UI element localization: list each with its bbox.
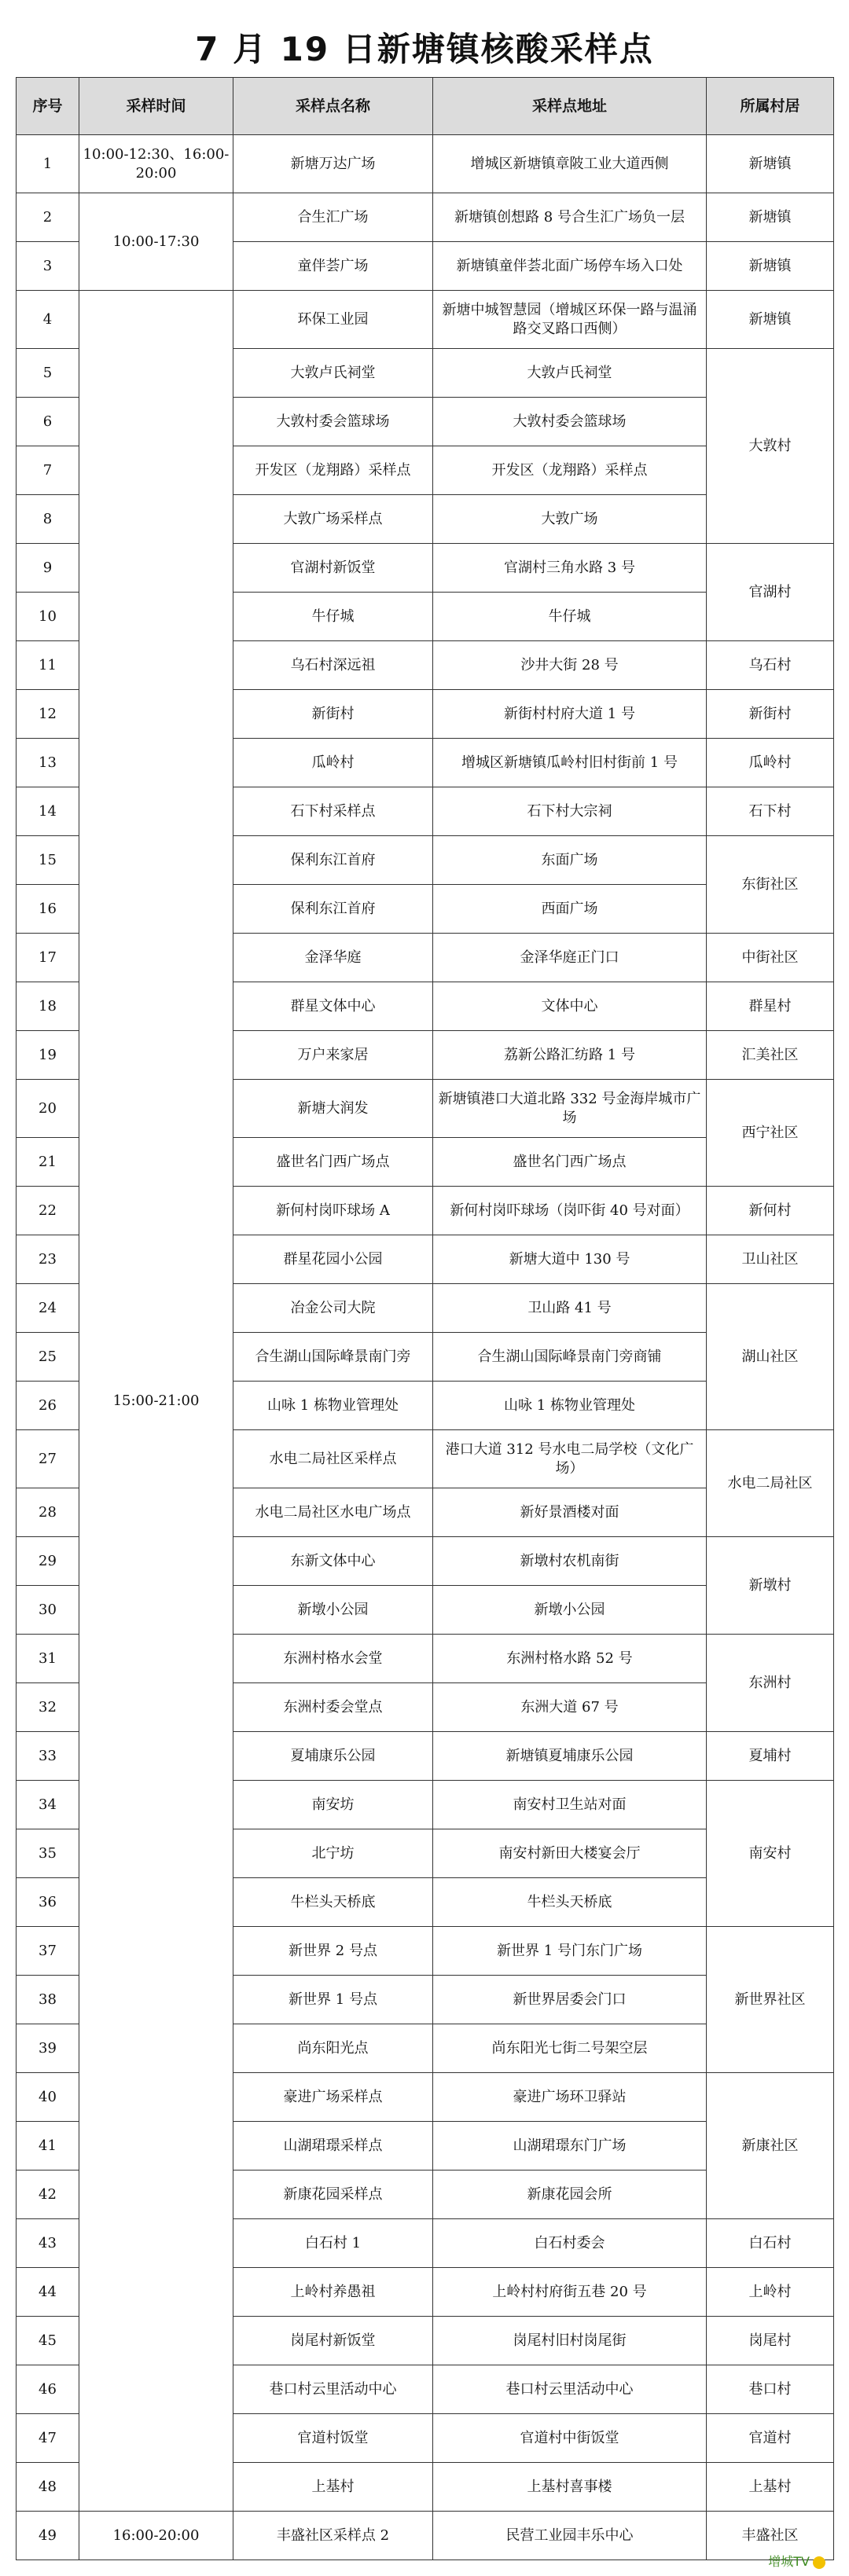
row-number: 22 [17, 1187, 79, 1235]
village-name: 新塘镇 [707, 291, 834, 349]
row-number: 4 [17, 291, 79, 349]
village-name: 新塘镇 [707, 242, 834, 291]
village-name: 南安村 [707, 1781, 834, 1927]
site-name: 新世界 1 号点 [233, 1976, 433, 2024]
site-name: 北宁坊 [233, 1829, 433, 1878]
sampling-time: 10:00-12:30、16:00-20:00 [79, 135, 233, 193]
village-name: 新塘镇 [707, 135, 834, 193]
site-address: 新何村岗吓球场（岗吓街 40 号对面） [433, 1187, 707, 1235]
site-name: 保利东江首府 [233, 836, 433, 885]
village-name: 新街村 [707, 690, 834, 739]
village-name: 巷口村 [707, 2365, 834, 2414]
row-number: 47 [17, 2414, 79, 2463]
row-number: 17 [17, 934, 79, 982]
sampling-table [16, 77, 834, 2560]
row-number: 49 [17, 2512, 79, 2560]
site-name: 南安坊 [233, 1781, 433, 1829]
table-header-row [17, 78, 834, 135]
site-name: 新康花园采样点 [233, 2171, 433, 2219]
village-name: 丰盛社区 [707, 2512, 834, 2560]
site-address: 荔新公路汇纺路 1 号 [433, 1031, 707, 1080]
site-address: 东面广场 [433, 836, 707, 885]
site-address: 沙井大街 28 号 [433, 641, 707, 690]
village-name: 石下村 [707, 787, 834, 836]
village-name: 官道村 [707, 2414, 834, 2463]
row-number: 3 [17, 242, 79, 291]
site-address: 盛世名门西广场点 [433, 1138, 707, 1187]
site-address: 上岭村村府街五巷 20 号 [433, 2268, 707, 2317]
village-name: 新何村 [707, 1187, 834, 1235]
site-address: 山咏 1 栋物业管理处 [433, 1382, 707, 1430]
row-number: 16 [17, 885, 79, 934]
village-name: 中街社区 [707, 934, 834, 982]
site-name: 乌石村深远祖 [233, 641, 433, 690]
site-name: 新塘大润发 [233, 1080, 433, 1138]
row-number: 1 [17, 135, 79, 193]
site-address: 开发区（龙翔路）采样点 [433, 446, 707, 495]
site-name: 群星文体中心 [233, 982, 433, 1031]
site-name: 环保工业园 [233, 291, 433, 349]
site-address: 合生湖山国际峰景南门旁商铺 [433, 1333, 707, 1382]
site-name: 东洲村格水会堂 [233, 1635, 433, 1683]
header-village: 所属村居 [707, 78, 834, 135]
row-number: 20 [17, 1080, 79, 1138]
village-name: 水电二局社区 [707, 1430, 834, 1537]
site-address: 新塘镇夏埔康乐公园 [433, 1732, 707, 1781]
row-number: 13 [17, 739, 79, 787]
site-name: 白石村 1 [233, 2219, 433, 2268]
row-number: 30 [17, 1586, 79, 1635]
site-name: 石下村采样点 [233, 787, 433, 836]
row-number: 5 [17, 349, 79, 398]
site-name: 东新文体中心 [233, 1537, 433, 1586]
row-number: 10 [17, 593, 79, 641]
site-address: 港口大道 312 号水电二局学校（文化广场） [433, 1430, 707, 1488]
site-address: 尚东阳光七街二号架空层 [433, 2024, 707, 2073]
site-address: 官道村中街饭堂 [433, 2414, 707, 2463]
site-address: 新塘镇童伴荟北面广场停车场入口处 [433, 242, 707, 291]
site-name: 官道村饭堂 [233, 2414, 433, 2463]
site-address: 新塘大道中 130 号 [433, 1235, 707, 1284]
site-name: 新何村岗吓球场 A [233, 1187, 433, 1235]
village-name: 汇美社区 [707, 1031, 834, 1080]
watermark: 增城TV [768, 2552, 825, 2570]
sampling-time: 15:00-21:00 [79, 291, 233, 2512]
site-address: 上基村喜事楼 [433, 2463, 707, 2512]
row-number: 11 [17, 641, 79, 690]
site-address: 南安村新田大楼宴会厅 [433, 1829, 707, 1878]
site-address: 东洲大道 67 号 [433, 1683, 707, 1732]
site-name: 尚东阳光点 [233, 2024, 433, 2073]
row-number: 34 [17, 1781, 79, 1829]
site-address: 西面广场 [433, 885, 707, 934]
row-number: 15 [17, 836, 79, 885]
site-name: 水电二局社区水电广场点 [233, 1488, 433, 1537]
site-address: 新墩小公园 [433, 1586, 707, 1635]
sampling-time: 16:00-20:00 [79, 2512, 233, 2560]
site-name: 新世界 2 号点 [233, 1927, 433, 1976]
site-address: 文体中心 [433, 982, 707, 1031]
header-time: 采样时间 [79, 78, 233, 135]
village-name: 群星村 [707, 982, 834, 1031]
site-address: 东洲村格水路 52 号 [433, 1635, 707, 1683]
site-address: 山湖珺璟东门广场 [433, 2122, 707, 2171]
row-number: 26 [17, 1382, 79, 1430]
site-name: 山湖珺璟采样点 [233, 2122, 433, 2171]
row-number: 6 [17, 398, 79, 446]
site-address: 新世界居委会门口 [433, 1976, 707, 2024]
row-number: 21 [17, 1138, 79, 1187]
header-name: 采样点名称 [233, 78, 433, 135]
table-row [17, 2512, 834, 2560]
village-name: 乌石村 [707, 641, 834, 690]
village-name: 夏埔村 [707, 1732, 834, 1781]
row-number: 42 [17, 2171, 79, 2219]
site-name: 东洲村委会堂点 [233, 1683, 433, 1732]
site-address: 卫山路 41 号 [433, 1284, 707, 1333]
site-address: 石下村大宗祠 [433, 787, 707, 836]
village-name: 西宁社区 [707, 1080, 834, 1187]
site-address: 新街村村府大道 1 号 [433, 690, 707, 739]
site-name: 群星花园小公园 [233, 1235, 433, 1284]
row-number: 23 [17, 1235, 79, 1284]
village-name: 岗尾村 [707, 2317, 834, 2365]
site-name: 童伴荟广场 [233, 242, 433, 291]
table-row [17, 193, 834, 242]
row-number: 37 [17, 1927, 79, 1976]
site-name: 上基村 [233, 2463, 433, 2512]
site-name: 夏埔康乐公园 [233, 1732, 433, 1781]
site-address: 金泽华庭正门口 [433, 934, 707, 982]
village-name: 东街社区 [707, 836, 834, 934]
row-number: 38 [17, 1976, 79, 2024]
site-address: 增城区新塘镇章陂工业大道西侧 [433, 135, 707, 193]
village-name: 东洲村 [707, 1635, 834, 1732]
site-name: 金泽华庭 [233, 934, 433, 982]
village-name: 卫山社区 [707, 1235, 834, 1284]
row-number: 40 [17, 2073, 79, 2122]
table-row [17, 291, 834, 349]
row-number: 25 [17, 1333, 79, 1382]
village-name: 新康社区 [707, 2073, 834, 2219]
village-name: 新墩村 [707, 1537, 834, 1635]
site-address: 新塘中城智慧园（增城区环保一路与温涌路交叉路口西侧） [433, 291, 707, 349]
row-number: 14 [17, 787, 79, 836]
site-name: 开发区（龙翔路）采样点 [233, 446, 433, 495]
row-number: 35 [17, 1829, 79, 1878]
site-name: 万户来家居 [233, 1031, 433, 1080]
row-number: 32 [17, 1683, 79, 1732]
village-name: 新塘镇 [707, 193, 834, 242]
site-address: 新塘镇创想路 8 号合生汇广场负一层 [433, 193, 707, 242]
site-address: 新康花园会所 [433, 2171, 707, 2219]
site-address: 新世界 1 号门东门广场 [433, 1927, 707, 1976]
row-number: 31 [17, 1635, 79, 1683]
village-name: 白石村 [707, 2219, 834, 2268]
row-number: 7 [17, 446, 79, 495]
village-name: 上岭村 [707, 2268, 834, 2317]
row-number: 8 [17, 495, 79, 544]
site-name: 保利东江首府 [233, 885, 433, 934]
site-address: 豪进广场环卫驿站 [433, 2073, 707, 2122]
site-name: 大敦广场采样点 [233, 495, 433, 544]
row-number: 48 [17, 2463, 79, 2512]
row-number: 12 [17, 690, 79, 739]
site-name: 冶金公司大院 [233, 1284, 433, 1333]
site-address: 大敦村委会篮球场 [433, 398, 707, 446]
site-name: 新街村 [233, 690, 433, 739]
village-name: 上基村 [707, 2463, 834, 2512]
site-name: 新塘万达广场 [233, 135, 433, 193]
site-name: 豪进广场采样点 [233, 2073, 433, 2122]
site-address: 新好景酒楼对面 [433, 1488, 707, 1537]
village-name: 新世界社区 [707, 1927, 834, 2073]
site-address: 新塘镇港口大道北路 332 号金海岸城市广场 [433, 1080, 707, 1138]
site-address: 牛仔城 [433, 593, 707, 641]
row-number: 33 [17, 1732, 79, 1781]
site-name: 水电二局社区采样点 [233, 1430, 433, 1488]
row-number: 24 [17, 1284, 79, 1333]
site-name: 牛仔城 [233, 593, 433, 641]
site-address: 官湖村三角水路 3 号 [433, 544, 707, 593]
site-name: 合生湖山国际峰景南门旁 [233, 1333, 433, 1382]
village-name: 官湖村 [707, 544, 834, 641]
row-number: 19 [17, 1031, 79, 1080]
row-number: 44 [17, 2268, 79, 2317]
site-name: 丰盛社区采样点 2 [233, 2512, 433, 2560]
site-name: 上岭村养愚祖 [233, 2268, 433, 2317]
site-name: 新墩小公园 [233, 1586, 433, 1635]
row-number: 27 [17, 1430, 79, 1488]
site-name: 大敦卢氏祠堂 [233, 349, 433, 398]
sampling-time: 10:00-17:30 [79, 193, 233, 291]
row-number: 18 [17, 982, 79, 1031]
row-number: 28 [17, 1488, 79, 1537]
site-address: 新墩村农机南街 [433, 1537, 707, 1586]
site-name: 巷口村云里活动中心 [233, 2365, 433, 2414]
site-name: 山咏 1 栋物业管理处 [233, 1382, 433, 1430]
header-address: 采样点地址 [433, 78, 707, 135]
site-address: 白石村委会 [433, 2219, 707, 2268]
row-number: 29 [17, 1537, 79, 1586]
site-name: 大敦村委会篮球场 [233, 398, 433, 446]
row-number: 9 [17, 544, 79, 593]
row-number: 41 [17, 2122, 79, 2171]
site-address: 大敦卢氏祠堂 [433, 349, 707, 398]
site-address: 增城区新塘镇瓜岭村旧村街前 1 号 [433, 739, 707, 787]
village-name: 湖山社区 [707, 1284, 834, 1430]
site-address: 南安村卫生站对面 [433, 1781, 707, 1829]
village-name: 瓜岭村 [707, 739, 834, 787]
site-name: 盛世名门西广场点 [233, 1138, 433, 1187]
sun-icon [813, 2556, 825, 2569]
site-name: 合生汇广场 [233, 193, 433, 242]
site-address: 牛栏头天桥底 [433, 1878, 707, 1927]
site-address: 民营工业园丰乐中心 [433, 2512, 707, 2560]
site-name: 牛栏头天桥底 [233, 1878, 433, 1927]
site-address: 大敦广场 [433, 495, 707, 544]
row-number: 2 [17, 193, 79, 242]
site-name: 岗尾村新饭堂 [233, 2317, 433, 2365]
site-address: 巷口村云里活动中心 [433, 2365, 707, 2414]
page-title: 7 月 19 日新塘镇核酸采样点 [195, 30, 654, 68]
site-name: 官湖村新饭堂 [233, 544, 433, 593]
row-number: 45 [17, 2317, 79, 2365]
village-name: 大敦村 [707, 349, 834, 544]
row-number: 43 [17, 2219, 79, 2268]
table-row [17, 135, 834, 193]
header-no: 序号 [17, 78, 79, 135]
site-name: 瓜岭村 [233, 739, 433, 787]
site-address: 岗尾村旧村岗尾街 [433, 2317, 707, 2365]
row-number: 39 [17, 2024, 79, 2073]
row-number: 36 [17, 1878, 79, 1927]
row-number: 46 [17, 2365, 79, 2414]
